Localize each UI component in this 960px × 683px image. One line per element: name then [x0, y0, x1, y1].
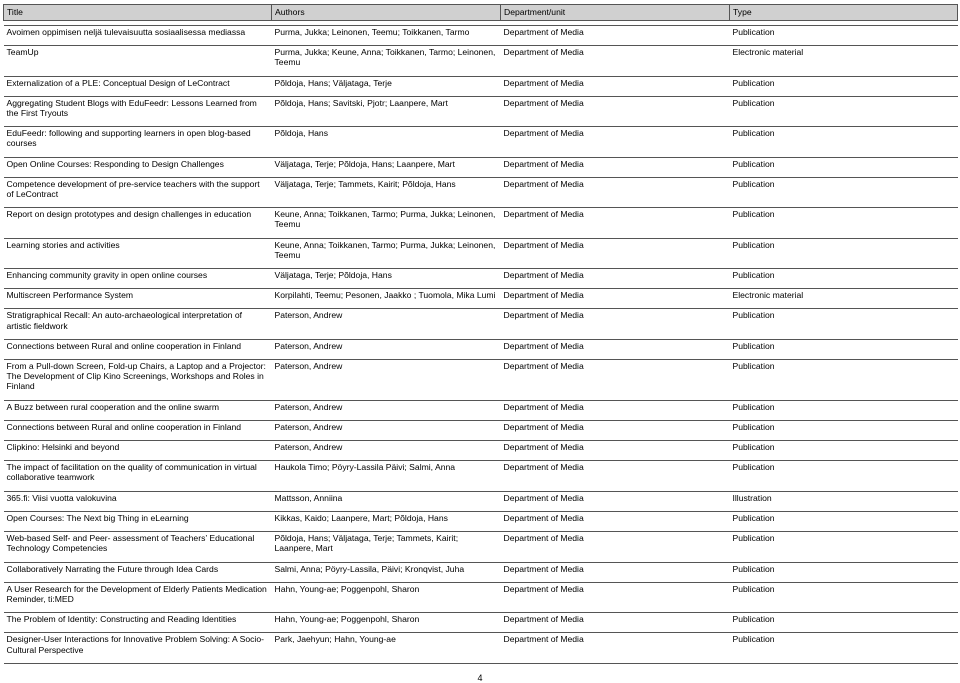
cell-title: Connections between Rural and online cooperation in Finland — [4, 420, 272, 440]
table-row — [4, 562, 958, 582]
cell-department: Department of Media — [501, 532, 730, 562]
cell-title: Stratigraphical Recall: An auto-archaeological interpretation of artistic fieldwork — [4, 309, 272, 339]
cell-title: 365.fi: Viisi vuotta valokuvina — [4, 491, 272, 511]
cell-type: Publication — [730, 562, 958, 582]
cell-department: Department of Media — [501, 613, 730, 633]
table-body — [4, 26, 958, 664]
cell-title: Report on design prototypes and design challenges in education — [4, 208, 272, 238]
table-row — [4, 400, 958, 420]
cell-authors: Salmi, Anna; Pöyry-Lassila, Päivi; Kronqvist, Juha — [272, 562, 501, 582]
table-row — [4, 177, 958, 207]
cell-type: Electronic material — [730, 46, 958, 76]
table-row — [4, 309, 958, 339]
cell-department: Department of Media — [501, 562, 730, 582]
cell-department: Department of Media — [501, 238, 730, 268]
cell-title: Clipkino: Helsinki and beyond — [4, 441, 272, 461]
table-row — [4, 208, 958, 238]
cell-authors: Paterson, Andrew — [272, 309, 501, 339]
cell-title: Avoimen oppimisen neljä tulevaisuutta sosiaalisessa mediassa — [4, 26, 272, 46]
cell-type: Publication — [730, 613, 958, 633]
cell-type: Publication — [730, 441, 958, 461]
cell-title: Designer-User Interactions for Innovative Problem Solving: A Socio-Cultural Perspective — [4, 633, 272, 663]
cell-authors: Väljataga, Terje; Põldoja, Hans — [272, 269, 501, 289]
table-row — [4, 582, 958, 612]
cell-type: Publication — [730, 96, 958, 126]
cell-department: Department of Media — [501, 309, 730, 339]
cell-type: Publication — [730, 400, 958, 420]
cell-department: Department of Media — [501, 208, 730, 238]
cell-type: Electronic material — [730, 289, 958, 309]
cell-authors: Põldoja, Hans; Savitski, Pjotr; Laanpere, Mart — [272, 96, 501, 126]
cell-type: Publication — [730, 157, 958, 177]
table-row — [4, 96, 958, 126]
cell-type: Publication — [730, 177, 958, 207]
table-row — [4, 157, 958, 177]
cell-authors: Paterson, Andrew — [272, 360, 501, 401]
cell-department: Department of Media — [501, 177, 730, 207]
cell-title: The Problem of Identity: Constructing and Reading Identities — [4, 613, 272, 633]
column-header-title: Title — [4, 5, 272, 21]
cell-authors: Haukola Timo; Pöyry-Lassila Päivi; Salmi, Anna — [272, 461, 501, 491]
page-number: 4 — [477, 673, 483, 683]
cell-type: Publication — [730, 26, 958, 46]
cell-department: Department of Media — [501, 76, 730, 96]
table-row — [4, 532, 958, 562]
cell-authors: Paterson, Andrew — [272, 420, 501, 440]
cell-type: Publication — [730, 532, 958, 562]
cell-department: Department of Media — [501, 269, 730, 289]
cell-authors: Paterson, Andrew — [272, 441, 501, 461]
table-row — [4, 46, 958, 76]
cell-title: Open Courses: The Next big Thing in eLearning — [4, 511, 272, 531]
table-row — [4, 461, 958, 491]
cell-type: Publication — [730, 461, 958, 491]
cell-authors: Põldoja, Hans; Väljataga, Terje — [272, 76, 501, 96]
table-row — [4, 238, 958, 268]
cell-title: Aggregating Student Blogs with EduFeedr: Lessons Learned from the First Tryouts — [4, 96, 272, 126]
table-row — [4, 491, 958, 511]
cell-type: Publication — [730, 360, 958, 401]
cell-department: Department of Media — [501, 157, 730, 177]
cell-authors: Hahn, Young-ae; Poggenpohl, Sharon — [272, 613, 501, 633]
cell-authors: Hahn, Young-ae; Poggenpohl, Sharon — [272, 582, 501, 612]
cell-authors: Paterson, Andrew — [272, 400, 501, 420]
column-header-authors: Authors — [272, 5, 501, 21]
table-header-row — [4, 5, 958, 21]
table-row — [4, 360, 958, 401]
table-row — [4, 441, 958, 461]
cell-type: Publication — [730, 511, 958, 531]
cell-title: A Buzz between rural cooperation and the online swarm — [4, 400, 272, 420]
cell-authors: Paterson, Andrew — [272, 339, 501, 359]
cell-authors: Kikkas, Kaido; Laanpere, Mart; Põldoja, Hans — [272, 511, 501, 531]
column-header-type: Type — [730, 5, 958, 21]
table-row — [4, 26, 958, 46]
cell-title: TeamUp — [4, 46, 272, 76]
cell-department: Department of Media — [501, 461, 730, 491]
cell-type: Publication — [730, 309, 958, 339]
cell-title: EduFeedr: following and supporting learners in open blog-based courses — [4, 127, 272, 157]
cell-type: Publication — [730, 269, 958, 289]
cell-department: Department of Media — [501, 400, 730, 420]
cell-title: A User Research for the Development of Elderly Patients Medication Reminder, ti:MED — [4, 582, 272, 612]
cell-type: Publication — [730, 76, 958, 96]
cell-type: Publication — [730, 127, 958, 157]
cell-department: Department of Media — [501, 582, 730, 612]
cell-type: Publication — [730, 339, 958, 359]
table-row — [4, 269, 958, 289]
cell-type: Illustration — [730, 491, 958, 511]
cell-department: Department of Media — [501, 633, 730, 663]
cell-title: Open Online Courses: Responding to Design Challenges — [4, 157, 272, 177]
cell-title: The impact of facilitation on the quality of communication in virtual collaborative teamwork — [4, 461, 272, 491]
cell-title: Web-based Self- and Peer- assessment of Teachers’ Educational Technology Competencies — [4, 532, 272, 562]
cell-type: Publication — [730, 208, 958, 238]
cell-authors: Purma, Jukka; Keune, Anna; Toikkanen, Tarmo; Leinonen, Teemu — [272, 46, 501, 76]
cell-department: Department of Media — [501, 289, 730, 309]
cell-title: Enhancing community gravity in open online courses — [4, 269, 272, 289]
cell-authors: Keune, Anna; Toikkanen, Tarmo; Purma, Jukka; Leinonen, Teemu — [272, 208, 501, 238]
cell-title: Collaboratively Narrating the Future through Idea Cards — [4, 562, 272, 582]
table-row — [4, 633, 958, 663]
cell-title: Connections between Rural and online cooperation in Finland — [4, 339, 272, 359]
table-row — [4, 511, 958, 531]
cell-type: Publication — [730, 238, 958, 268]
cell-department: Department of Media — [501, 46, 730, 76]
cell-department: Department of Media — [501, 420, 730, 440]
cell-department: Department of Media — [501, 26, 730, 46]
cell-title: From a Pull-down Screen, Fold-up Chairs, a Laptop and a Projector: The Development of Clip Kino Screenings, Workshops and Roles in Finland — [4, 360, 272, 401]
cell-department: Department of Media — [501, 441, 730, 461]
cell-department: Department of Media — [501, 339, 730, 359]
cell-title: Learning stories and activities — [4, 238, 272, 268]
cell-authors: Väljataga, Terje; Põldoja, Hans; Laanpere, Mart — [272, 157, 501, 177]
cell-authors: Mattsson, Anniina — [272, 491, 501, 511]
cell-authors: Purma, Jukka; Leinonen, Teemu; Toikkanen, Tarmo — [272, 26, 501, 46]
table-row — [4, 339, 958, 359]
cell-department: Department of Media — [501, 491, 730, 511]
cell-department: Department of Media — [501, 511, 730, 531]
cell-authors: Park, Jaehyun; Hahn, Young-ae — [272, 633, 501, 663]
cell-authors: Põldoja, Hans; Väljataga, Terje; Tammets, Kairit; Laanpere, Mart — [272, 532, 501, 562]
publications-table — [3, 4, 958, 664]
cell-department: Department of Media — [501, 96, 730, 126]
table-row — [4, 613, 958, 633]
column-header-department: Department/unit — [501, 5, 730, 21]
table-row — [4, 127, 958, 157]
table-row — [4, 420, 958, 440]
cell-authors: Põldoja, Hans — [272, 127, 501, 157]
cell-title: Multiscreen Performance System — [4, 289, 272, 309]
cell-title: Competence development of pre-service teachers with the support of LeContract — [4, 177, 272, 207]
cell-title: Externalization of a PLE: Conceptual Design of LeContract — [4, 76, 272, 96]
cell-authors: Korpilahti, Teemu; Pesonen, Jaakko ; Tuomola, Mika Lumi — [272, 289, 501, 309]
table-row — [4, 289, 958, 309]
cell-authors: Väljataga, Terje; Tammets, Kairit; Põldoja, Hans — [272, 177, 501, 207]
cell-authors: Keune, Anna; Toikkanen, Tarmo; Purma, Jukka; Leinonen, Teemu — [272, 238, 501, 268]
cell-type: Publication — [730, 633, 958, 663]
cell-type: Publication — [730, 582, 958, 612]
cell-type: Publication — [730, 420, 958, 440]
cell-department: Department of Media — [501, 360, 730, 401]
table-row — [4, 76, 958, 96]
cell-department: Department of Media — [501, 127, 730, 157]
